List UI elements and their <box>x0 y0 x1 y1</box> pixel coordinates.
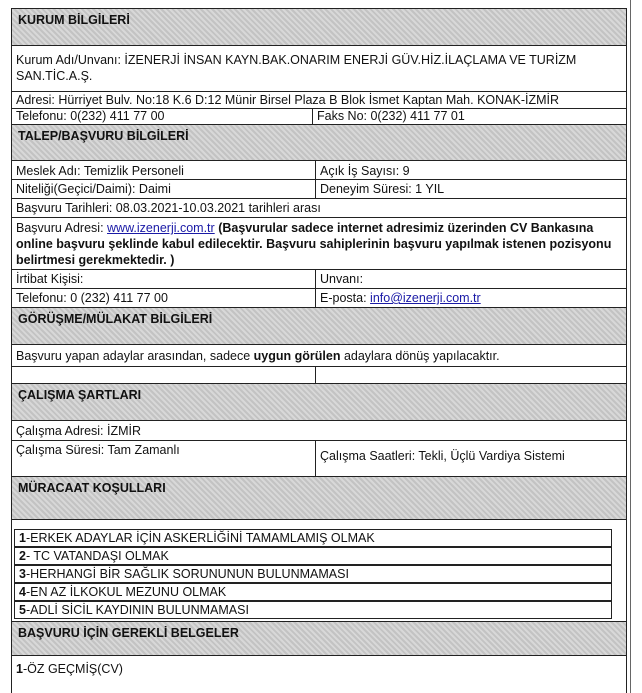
gorusme-text-before: Başvuru yapan adaylar arasından, sadece <box>16 349 254 363</box>
kurum-telefon: Telefonu: 0(232) 411 77 00 <box>16 109 165 123</box>
kurum-adres-value: Hürriyet Bulv. No:18 K.6 D:12 Münir Birsel Plaza B Blok İsmet Kaptan Mah. KONAK-İZMİR <box>58 93 560 107</box>
kurum-ad-label: Kurum Adı/Unvanı: <box>16 53 121 67</box>
talep-acik-is: Açık İş Sayısı: 9 <box>315 161 626 179</box>
talep-irtibat-row <box>11 270 627 289</box>
kurum-header <box>11 8 627 46</box>
muracaat-item <box>14 601 612 619</box>
kurum-adres-row <box>11 92 627 109</box>
muracaat-item-num: 5 <box>19 603 26 617</box>
talep-nitelik: Niteliği(Geçici/Daimi): Daimi <box>16 182 171 196</box>
calisma-adres: Çalışma Adresi: İZMİR <box>16 424 142 438</box>
kurum-ad-cell <box>12 46 626 91</box>
muracaat-item <box>14 583 612 601</box>
muracaat-item-num: 2 <box>19 549 26 563</box>
kurum-adres-cell <box>12 92 626 108</box>
gorusme-header <box>11 308 627 345</box>
talep-deneyim: Deneyim Süresi: 1 YIL <box>315 180 626 198</box>
talep-telefon: Telefonu: 0 (232) 411 77 00 <box>16 291 168 305</box>
muracaat-item-text: -HERHANGİ BİR SAĞLIK SORUNUNUN BULUNMAMASI <box>25 567 349 581</box>
talep-telefon-row <box>11 289 627 308</box>
talep-unvan: Unvanı: <box>315 270 626 288</box>
muracaat-item <box>14 529 612 547</box>
talep-irtibat: İrtibat Kişisi: <box>16 272 84 286</box>
muracaat-item-num: 1 <box>19 531 26 545</box>
muracaat-item <box>14 547 612 565</box>
belgeler-item <box>12 656 626 693</box>
muracaat-item-num: 4 <box>19 585 26 599</box>
talep-tarihler: Başvuru Tarihleri: 08.03.2021-10.03.2021 tarihleri arası <box>16 201 321 215</box>
talep-eposta-cell <box>315 289 626 307</box>
talep-meslek-row <box>11 161 627 180</box>
talep-adres-label: Başvuru Adresi: <box>16 221 104 235</box>
gorusme-text-after: adaylara dönüş yapılacaktır. <box>340 349 500 363</box>
belgeler-item-num: 1 <box>16 662 23 676</box>
muracaat-item-text: -EN AZ İLKOKUL MEZUNU OLMAK <box>25 585 227 599</box>
kurum-faks: Faks No: 0(232) 411 77 01 <box>312 109 626 124</box>
gorusme-text-bold: uygun görülen <box>253 349 341 363</box>
talep-eposta-link[interactable]: info@izenerji.com.tr <box>370 291 481 305</box>
belgeler-header-text: BAŞVURU İÇİN GEREKLİ BELGELER <box>18 626 239 640</box>
talep-adres-cell <box>12 218 626 269</box>
calisma-adres-row <box>11 421 627 441</box>
gorusme-text-cell <box>12 345 626 366</box>
muracaat-item-text: -ADLİ SİCİL KAYDININ BULUNMAMASI <box>25 603 249 617</box>
muracaat-item-text: -ERKEK ADAYLAR İÇİN ASKERLİĞİNİ TAMAMLAMIŞ OLMAK <box>25 531 375 545</box>
muracaat-item <box>14 565 612 583</box>
gorusme-empty-row <box>11 367 627 384</box>
gorusme-header-text: GÖRÜŞME/MÜLAKAT BİLGİLERİ <box>18 312 213 326</box>
talep-header <box>11 125 627 161</box>
muracaat-item-num: 3 <box>19 567 26 581</box>
kurum-adres-label: Adresi: <box>16 93 55 107</box>
page-right-rule <box>630 0 631 693</box>
talep-header-text: TALEP/BAŞVURU BİLGİLERİ <box>18 129 189 143</box>
belgeler-body <box>11 656 627 693</box>
kurum-header-text: KURUM BİLGİLERİ <box>18 13 130 27</box>
kurum-ad-row <box>11 46 627 92</box>
calisma-sure-row <box>11 441 627 477</box>
kurum-ad-value: İZENERJİ İNSAN KAYN.BAK.ONARIM ENERJİ GÜV.HİZ.İLAÇLAMA VE TURİZM SAN.TİC.A.Ş. <box>16 53 577 83</box>
calisma-sure: Çalışma Süresi: Tam Zamanlı <box>16 443 180 457</box>
gorusme-text-row <box>11 345 627 367</box>
talep-tarihler-row <box>11 199 627 218</box>
talep-meslek: Meslek Adı: Temizlik Personeli <box>16 164 184 178</box>
talep-nitelik-row <box>11 180 627 199</box>
muracaat-header-text: MÜRACAAT KOŞULLARI <box>18 481 166 495</box>
calisma-saatler: Çalışma Saatleri: Tekli, Üçlü Vardiya Sistemi <box>315 441 626 476</box>
muracaat-item-text: - TC VATANDAŞI OLMAK <box>25 549 169 563</box>
talep-adres-note: (Başvurular sadece internet adresimiz üzerinden CV Bankasına online başvuru şeklinde kabul edilecektir. Başvuru sahiplerinin başvuru yapılmak istenen pozisyonu belirtmesi gerekmektedir. ) <box>16 221 612 267</box>
kurum-telefon-row <box>11 109 627 125</box>
muracaat-header <box>11 477 627 520</box>
belgeler-item-text: -ÖZ GEÇMİŞ(CV) <box>22 662 123 676</box>
gorusme-empty-right <box>315 367 626 383</box>
talep-adres-row <box>11 218 627 270</box>
talep-eposta-label: E-posta: <box>320 291 367 305</box>
calisma-header <box>11 384 627 421</box>
calisma-header-text: ÇALIŞMA ŞARTLARI <box>18 388 142 402</box>
talep-adres-link[interactable]: www.izenerji.com.tr <box>107 221 215 235</box>
belgeler-header <box>11 622 627 656</box>
